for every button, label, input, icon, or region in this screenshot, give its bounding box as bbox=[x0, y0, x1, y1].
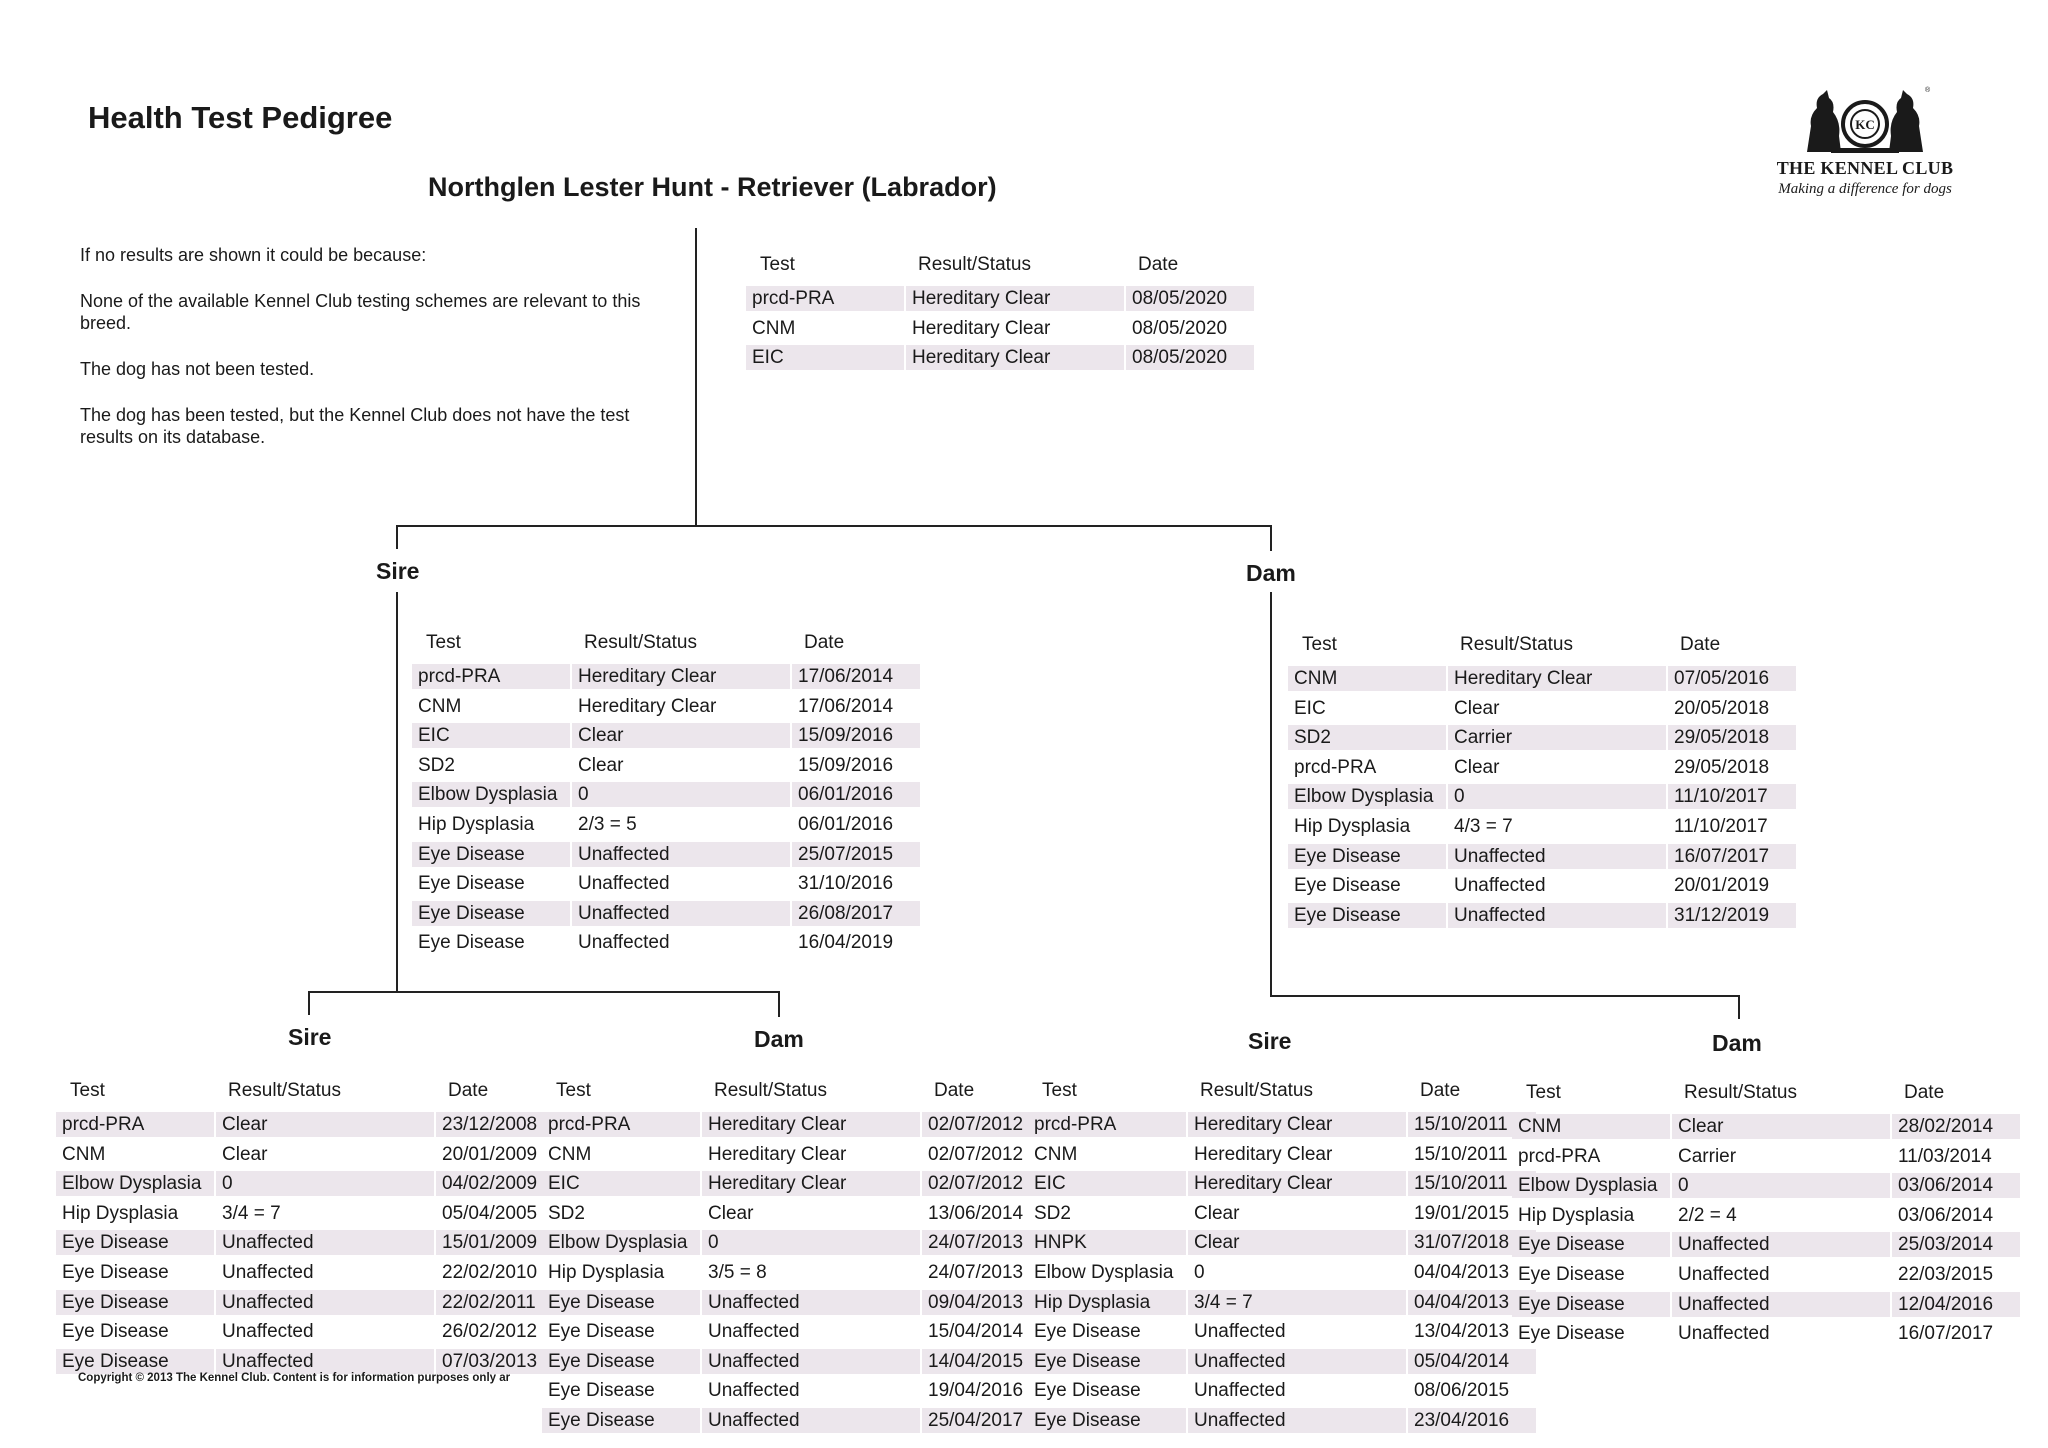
result-cell: Unaffected bbox=[708, 1380, 800, 1402]
test-cell: Eye Disease bbox=[1288, 844, 1446, 869]
result-cell: Unaffected bbox=[1454, 875, 1546, 897]
test-cell: EIC bbox=[1028, 1171, 1186, 1196]
test-cell: Hip Dysplasia bbox=[548, 1261, 665, 1283]
test-cell: Eye Disease bbox=[542, 1290, 700, 1315]
result-cell: Unaffected bbox=[222, 1321, 314, 1343]
result-cell: Carrier bbox=[1678, 1145, 1737, 1167]
result-cell: Unaffected bbox=[578, 932, 670, 954]
test-cell: Eye Disease bbox=[548, 1321, 655, 1343]
date-cell: 15/10/2011 bbox=[1408, 1112, 1536, 1137]
test-cell: Eye Disease bbox=[62, 1261, 169, 1283]
column-header-result: Result/Status bbox=[1200, 1080, 1313, 1101]
test-cell: Eye Disease bbox=[418, 873, 525, 895]
test-cell: CNM bbox=[548, 1143, 592, 1165]
date-cell: 15/01/2009 bbox=[436, 1230, 564, 1255]
column-header-date: Date bbox=[1138, 254, 1179, 275]
date-cell: 12/04/2016 bbox=[1892, 1292, 2020, 1317]
column-header-test: Test bbox=[1526, 1082, 1561, 1103]
dam-sire-label: Sire bbox=[1248, 1028, 1292, 1054]
result-cell: Unaffected bbox=[1194, 1321, 1286, 1343]
tree-line bbox=[1270, 592, 1272, 996]
column-header-date: Date bbox=[934, 1080, 975, 1101]
test-cell: Hip Dysplasia bbox=[62, 1202, 179, 1224]
column-header-result: Result/Status bbox=[1684, 1082, 1797, 1103]
test-cell: Eye Disease bbox=[62, 1321, 169, 1343]
date-cell: 24/07/2013 bbox=[922, 1230, 1050, 1255]
test-cell: Eye Disease bbox=[542, 1349, 700, 1374]
note-item: The dog has not been tested. bbox=[80, 359, 315, 379]
test-cell: Eye Disease bbox=[56, 1290, 214, 1315]
tree-line bbox=[308, 991, 310, 1015]
date-cell: 15/09/2016 bbox=[792, 723, 920, 748]
test-cell: Eye Disease bbox=[1518, 1323, 1625, 1345]
result-cell: Unaffected bbox=[572, 842, 790, 867]
test-cell: prcd-PRA bbox=[56, 1112, 214, 1137]
date-cell: 15/04/2014 bbox=[928, 1321, 1024, 1343]
result-cell: Unaffected bbox=[1678, 1263, 1770, 1285]
column-header-date: Date bbox=[1420, 1080, 1461, 1101]
test-cell: CNM bbox=[1288, 666, 1446, 691]
note-item: None of the available Kennel Club testing schemes are relevant to this breed. bbox=[80, 291, 641, 333]
sire-dam-label: Dam bbox=[754, 1026, 804, 1052]
date-cell: 05/04/2014 bbox=[1408, 1349, 1536, 1374]
result-cell: 4/3 = 7 bbox=[1454, 815, 1513, 837]
date-cell: 17/06/2014 bbox=[792, 664, 920, 689]
logo-name: THE KENNEL CLUB bbox=[1776, 158, 1954, 178]
date-cell: 15/10/2011 bbox=[1414, 1143, 1508, 1165]
column-header-test: Test bbox=[556, 1080, 591, 1101]
test-cell: Eye Disease bbox=[1518, 1263, 1625, 1285]
result-cell: Clear bbox=[1188, 1230, 1406, 1255]
result-cell: Hereditary Clear bbox=[1188, 1171, 1406, 1196]
result-cell: Unaffected bbox=[1672, 1292, 1890, 1317]
test-cell: EIC bbox=[542, 1171, 700, 1196]
test-cell: Eye Disease bbox=[542, 1408, 700, 1433]
date-cell: 11/10/2017 bbox=[1674, 815, 1768, 837]
test-cell: prcd-PRA bbox=[746, 286, 904, 311]
result-cell: Clear bbox=[1194, 1202, 1240, 1224]
result-cell: Unaffected bbox=[1672, 1232, 1890, 1257]
column-header-result: Result/Status bbox=[714, 1080, 827, 1101]
result-cell: 0 bbox=[1672, 1173, 1890, 1198]
test-cell: Eye Disease bbox=[56, 1230, 214, 1255]
result-cell: Unaffected bbox=[702, 1290, 920, 1315]
result-cell: Hereditary Clear bbox=[702, 1112, 920, 1137]
kennel-club-logo bbox=[1760, 86, 1970, 198]
date-cell: 07/05/2016 bbox=[1668, 666, 1796, 691]
tree-line bbox=[778, 991, 780, 1017]
date-cell: 08/06/2015 bbox=[1414, 1380, 1510, 1402]
date-cell: 25/07/2015 bbox=[792, 842, 920, 867]
date-cell: 15/09/2016 bbox=[798, 754, 894, 776]
result-cell: Unaffected bbox=[702, 1408, 920, 1433]
note-item: The dog has been tested, but the Kennel Club does not have the test results on its database. bbox=[80, 405, 630, 447]
result-cell: Clear bbox=[708, 1202, 754, 1224]
test-cell: EIC bbox=[1294, 697, 1326, 719]
test-cell: Eye Disease bbox=[1028, 1349, 1186, 1374]
date-cell: 28/02/2014 bbox=[1892, 1114, 2020, 1139]
test-cell: CNM bbox=[1034, 1143, 1078, 1165]
test-cell: EIC bbox=[746, 345, 904, 370]
test-cell: Eye Disease bbox=[1512, 1232, 1670, 1257]
result-cell: Hereditary Clear bbox=[1188, 1112, 1406, 1137]
date-cell: 02/07/2012 bbox=[922, 1171, 1050, 1196]
date-cell: 31/07/2018 bbox=[1408, 1230, 1536, 1255]
date-cell: 03/06/2014 bbox=[1898, 1204, 1994, 1226]
result-cell: 0 bbox=[572, 782, 790, 807]
result-cell: Clear bbox=[216, 1112, 434, 1137]
sire-sire-label: Sire bbox=[288, 1024, 332, 1050]
result-cell: Unaffected bbox=[1188, 1349, 1406, 1374]
date-cell: 26/08/2017 bbox=[792, 901, 920, 926]
date-cell: 29/05/2018 bbox=[1668, 725, 1796, 750]
test-cell: prcd-PRA bbox=[412, 664, 570, 689]
kennel-club-logo-icon bbox=[1801, 86, 1929, 154]
result-cell: Hereditary Clear bbox=[1194, 1143, 1333, 1165]
test-cell: Elbow Dysplasia bbox=[542, 1230, 700, 1255]
test-cell: Hip Dysplasia bbox=[1294, 815, 1411, 837]
column-header-result: Result/Status bbox=[1460, 634, 1573, 655]
test-cell: Eye Disease bbox=[1512, 1292, 1670, 1317]
column-header-test: Test bbox=[760, 254, 795, 275]
test-cell: Eye Disease bbox=[412, 842, 570, 867]
test-cell: Elbow Dysplasia bbox=[412, 782, 570, 807]
svg-text:®: ® bbox=[1925, 87, 1931, 94]
result-cell: Unaffected bbox=[578, 873, 670, 895]
test-cell: CNM bbox=[1512, 1114, 1670, 1139]
column-header-date: Date bbox=[804, 632, 845, 653]
result-cell: 0 bbox=[1448, 784, 1666, 809]
date-cell: 19/04/2016 bbox=[928, 1380, 1024, 1402]
test-cell: Hip Dysplasia bbox=[1028, 1290, 1186, 1315]
date-cell: 02/07/2012 bbox=[922, 1112, 1050, 1137]
result-cell: Clear bbox=[1672, 1114, 1890, 1139]
test-cell: Elbow Dysplasia bbox=[1512, 1173, 1670, 1198]
test-cell: Eye Disease bbox=[412, 901, 570, 926]
result-cell: Hereditary Clear bbox=[1448, 666, 1666, 691]
test-cell: Hip Dysplasia bbox=[418, 813, 535, 835]
result-cell: Clear bbox=[222, 1143, 268, 1165]
tree-line bbox=[308, 991, 780, 993]
date-cell: 25/04/2017 bbox=[922, 1408, 1050, 1433]
test-cell: Eye Disease bbox=[418, 932, 525, 954]
date-cell: 13/06/2014 bbox=[928, 1202, 1024, 1224]
column-header-result: Result/Status bbox=[228, 1080, 341, 1101]
date-cell: 23/04/2016 bbox=[1408, 1408, 1536, 1433]
result-cell: Unaffected bbox=[216, 1230, 434, 1255]
date-cell: 20/05/2018 bbox=[1674, 697, 1770, 719]
result-cell: 0 bbox=[216, 1171, 434, 1196]
result-cell: Hereditary Clear bbox=[572, 664, 790, 689]
date-cell: 09/04/2013 bbox=[922, 1290, 1050, 1315]
date-cell: 11/10/2017 bbox=[1668, 784, 1796, 809]
date-cell: 08/05/2020 bbox=[1126, 345, 1254, 370]
dog-name-heading: Northglen Lester Hunt - Retriever (Labrador) bbox=[428, 172, 997, 202]
test-cell: prcd-PRA bbox=[1294, 756, 1377, 778]
test-cell: Elbow Dysplasia bbox=[1034, 1261, 1174, 1283]
result-cell: Carrier bbox=[1448, 725, 1666, 750]
tree-line bbox=[1738, 995, 1740, 1019]
tree-line bbox=[1270, 995, 1740, 997]
date-cell: 03/06/2014 bbox=[1892, 1173, 2020, 1198]
column-header-test: Test bbox=[70, 1080, 105, 1101]
result-cell: Clear bbox=[1454, 756, 1500, 778]
test-cell: Eye Disease bbox=[56, 1349, 214, 1374]
result-cell: Unaffected bbox=[216, 1349, 434, 1374]
date-cell: 16/07/2017 bbox=[1898, 1323, 1994, 1345]
date-cell: 26/02/2012 bbox=[442, 1321, 538, 1343]
result-cell: Unaffected bbox=[1194, 1380, 1286, 1402]
column-header-test: Test bbox=[426, 632, 461, 653]
result-cell: Unaffected bbox=[1448, 844, 1666, 869]
test-cell: SD2 bbox=[1288, 725, 1446, 750]
date-cell: 19/01/2015 bbox=[1414, 1202, 1510, 1224]
date-cell: 17/06/2014 bbox=[798, 695, 894, 717]
test-cell: CNM bbox=[62, 1143, 106, 1165]
result-cell: Hereditary Clear bbox=[708, 1143, 847, 1165]
column-header-date: Date bbox=[1904, 1082, 1945, 1103]
tree-line bbox=[396, 525, 398, 549]
dam-dam-label: Dam bbox=[1712, 1030, 1762, 1056]
result-cell: Clear bbox=[572, 723, 790, 748]
result-cell: Hereditary Clear bbox=[702, 1171, 920, 1196]
date-cell: 04/04/2013 bbox=[1408, 1290, 1536, 1315]
logo-tagline: Making a difference for dogs bbox=[1778, 181, 1952, 197]
date-cell: 22/02/2011 bbox=[436, 1290, 564, 1315]
result-cell: Unaffected bbox=[1448, 903, 1666, 928]
date-cell: 11/03/2014 bbox=[1898, 1145, 1992, 1167]
date-cell: 04/04/2013 bbox=[1414, 1261, 1510, 1283]
result-cell: Clear bbox=[578, 754, 624, 776]
date-cell: 20/01/2009 bbox=[442, 1143, 538, 1165]
test-cell: CNM bbox=[418, 695, 462, 717]
result-cell: 2/3 = 5 bbox=[578, 813, 637, 835]
result-cell: Unaffected bbox=[702, 1349, 920, 1374]
test-cell: prcd-PRA bbox=[542, 1112, 700, 1137]
column-header-date: Date bbox=[1680, 634, 1721, 655]
result-cell: 3/4 = 7 bbox=[222, 1202, 281, 1224]
result-cell: Unaffected bbox=[222, 1261, 314, 1283]
tree-line bbox=[1270, 525, 1272, 551]
column-header-date: Date bbox=[448, 1080, 489, 1101]
test-cell: prcd-PRA bbox=[1518, 1145, 1601, 1167]
date-cell: 31/12/2019 bbox=[1668, 903, 1796, 928]
tree-line bbox=[396, 592, 398, 992]
result-cell: 0 bbox=[702, 1230, 920, 1255]
test-cell: Elbow Dysplasia bbox=[56, 1171, 214, 1196]
date-cell: 22/03/2015 bbox=[1898, 1263, 1994, 1285]
date-cell: 31/10/2016 bbox=[798, 873, 894, 895]
date-cell: 16/07/2017 bbox=[1668, 844, 1796, 869]
test-cell: SD2 bbox=[1034, 1202, 1071, 1224]
column-header-test: Test bbox=[1042, 1080, 1077, 1101]
result-cell: 3/4 = 7 bbox=[1188, 1290, 1406, 1315]
date-cell: 14/04/2015 bbox=[922, 1349, 1050, 1374]
no-results-note bbox=[80, 244, 680, 472]
result-cell: 0 bbox=[1194, 1261, 1205, 1283]
test-cell: HNPK bbox=[1028, 1230, 1186, 1255]
result-cell: Hereditary Clear bbox=[578, 695, 717, 717]
result-cell: Unaffected bbox=[1678, 1323, 1770, 1345]
result-cell: Hereditary Clear bbox=[912, 317, 1051, 339]
test-cell: Eye Disease bbox=[548, 1380, 655, 1402]
date-cell: 06/01/2016 bbox=[792, 782, 920, 807]
test-cell: Hip Dysplasia bbox=[1518, 1204, 1635, 1226]
date-cell: 24/07/2013 bbox=[928, 1261, 1024, 1283]
test-cell: SD2 bbox=[418, 754, 455, 776]
page-title: Health Test Pedigree bbox=[88, 100, 393, 135]
date-cell: 08/05/2020 bbox=[1132, 317, 1228, 339]
date-cell: 04/02/2009 bbox=[436, 1171, 564, 1196]
date-cell: 06/01/2016 bbox=[798, 813, 894, 835]
result-cell: Clear bbox=[1454, 697, 1500, 719]
result-cell: Unaffected bbox=[1188, 1408, 1406, 1433]
test-cell: Eye Disease bbox=[1034, 1380, 1141, 1402]
test-cell: SD2 bbox=[548, 1202, 585, 1224]
column-header-result: Result/Status bbox=[918, 254, 1031, 275]
result-cell: 2/2 = 4 bbox=[1678, 1204, 1737, 1226]
tree-line bbox=[695, 228, 697, 526]
result-cell: Unaffected bbox=[216, 1290, 434, 1315]
result-cell: Unaffected bbox=[572, 901, 790, 926]
date-cell: 08/05/2020 bbox=[1126, 286, 1254, 311]
date-cell: 07/03/2013 bbox=[436, 1349, 564, 1374]
date-cell: 29/05/2018 bbox=[1674, 756, 1770, 778]
tree-line bbox=[396, 525, 1272, 527]
test-cell: Eye Disease bbox=[1288, 903, 1446, 928]
result-cell: Hereditary Clear bbox=[906, 286, 1124, 311]
result-cell: Hereditary Clear bbox=[906, 345, 1124, 370]
test-cell: Eye Disease bbox=[1028, 1408, 1186, 1433]
date-cell: 22/02/2010 bbox=[442, 1261, 538, 1283]
svg-text:KC: KC bbox=[1855, 117, 1875, 132]
test-cell: Elbow Dysplasia bbox=[1288, 784, 1446, 809]
copyright-notice: Copyright © 2013 The Kennel Club. Content is for information purposes only ar bbox=[78, 1372, 511, 1384]
date-cell: 05/04/2005 bbox=[442, 1202, 538, 1224]
date-cell: 16/04/2019 bbox=[798, 932, 894, 954]
date-cell: 23/12/2008 bbox=[436, 1112, 564, 1137]
test-cell: EIC bbox=[412, 723, 570, 748]
date-cell: 20/01/2019 bbox=[1674, 875, 1770, 897]
date-cell: 13/04/2013 bbox=[1414, 1321, 1510, 1343]
test-cell: Eye Disease bbox=[1034, 1321, 1141, 1343]
test-cell: prcd-PRA bbox=[1028, 1112, 1186, 1137]
date-cell: 15/10/2011 bbox=[1408, 1171, 1536, 1196]
column-header-result: Result/Status bbox=[584, 632, 697, 653]
result-cell: 3/5 = 8 bbox=[708, 1261, 767, 1283]
test-cell: CNM bbox=[752, 317, 796, 339]
test-cell: Eye Disease bbox=[1294, 875, 1401, 897]
dam-label: Dam bbox=[1246, 560, 1296, 586]
result-cell: Unaffected bbox=[708, 1321, 800, 1343]
note-heading: If no results are shown it could be because: bbox=[80, 245, 427, 265]
date-cell: 25/03/2014 bbox=[1892, 1232, 2020, 1257]
column-header-test: Test bbox=[1302, 634, 1337, 655]
sire-label: Sire bbox=[376, 558, 420, 584]
date-cell: 02/07/2012 bbox=[928, 1143, 1024, 1165]
